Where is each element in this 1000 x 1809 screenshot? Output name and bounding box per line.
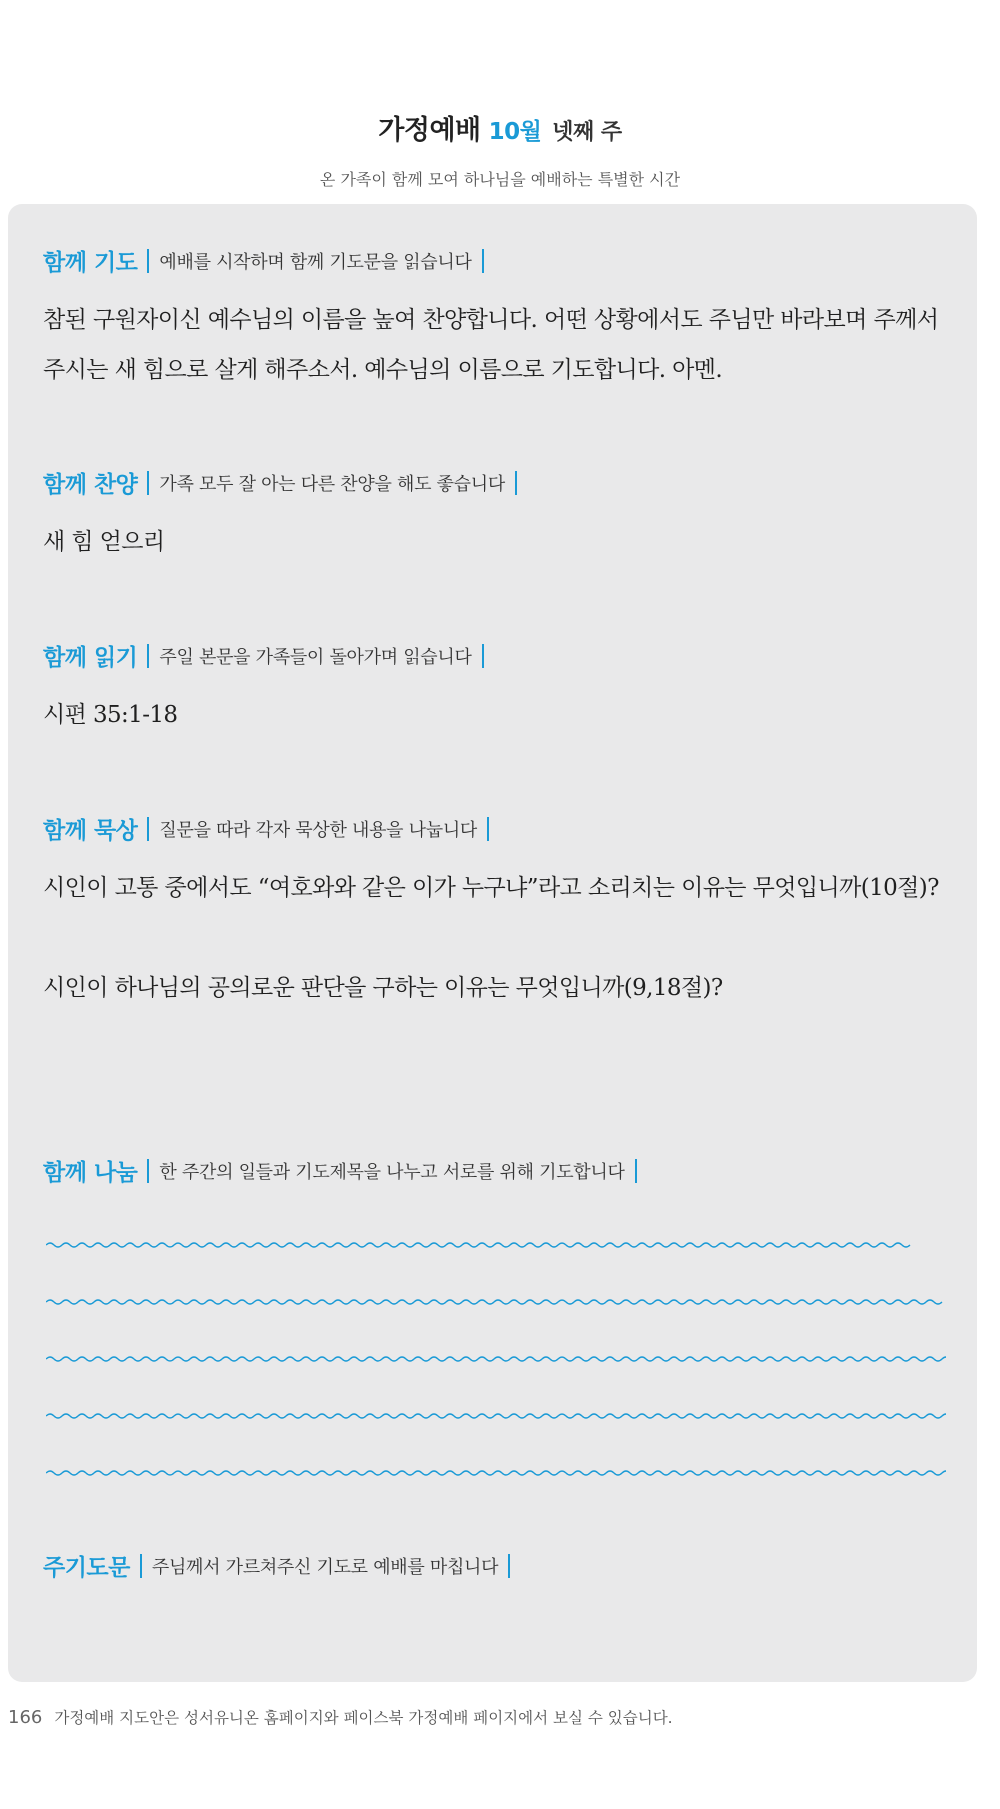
- section-heading: [43, 466, 947, 499]
- section-praise: [43, 466, 947, 567]
- wavy-writing-line: [46, 1239, 946, 1251]
- page-number: 166: [8, 1707, 43, 1728]
- divider-bar: [147, 644, 149, 668]
- section-desc-sharing: 한 주간의 일들과 기도제목을 나누고 서로를 위해 기도합니다: [159, 1161, 625, 1183]
- section-lords-prayer: [43, 1549, 947, 1582]
- wavy-writing-line: [46, 1410, 946, 1422]
- section-sharing: [43, 1154, 947, 1187]
- divider-bar: [635, 1159, 637, 1183]
- section-title-sharing: 함께 나눔: [43, 1160, 138, 1186]
- divider-bar: [147, 817, 149, 841]
- scripture-reference: 시편 35:1-18: [43, 702, 178, 728]
- section-desc-reading: 주일 본문을 가족들이 돌아가며 읽습니다: [159, 646, 472, 668]
- wavy-writing-line: [46, 1353, 946, 1365]
- section-meditation: [43, 812, 947, 1013]
- section-reading: [43, 639, 947, 740]
- divider-bar: [508, 1554, 510, 1578]
- page-header: [0, 108, 1000, 190]
- section-desc-lords-prayer: 주님께서 가르쳐주신 기도로 예배를 마칩니다: [151, 1556, 499, 1578]
- section-prayer: [43, 244, 947, 395]
- divider-bar: [487, 817, 489, 841]
- section-title-prayer: 함께 기도: [43, 250, 138, 276]
- divider-bar: [147, 471, 149, 495]
- section-title-praise: 함께 찬양: [43, 472, 138, 498]
- section-desc-meditation: 질문을 따라 각자 묵상한 내용을 나눕니다: [159, 819, 477, 841]
- meditation-question-1: 시인이 고통 중에서도 “여호와와 같은 이가 누구냐”라고 소리치는 이유는 무엇입니까(10절)?: [43, 875, 939, 901]
- divider-bar: [140, 1554, 142, 1578]
- section-title-reading: 함께 읽기: [43, 645, 138, 671]
- wavy-writing-line: [46, 1467, 946, 1479]
- section-heading: [43, 244, 947, 277]
- praise-song-title: 새 힘 얻으리: [43, 529, 165, 555]
- title-week: 넷째 주: [552, 120, 622, 145]
- section-heading: [43, 1154, 947, 1187]
- page-footer: [8, 1706, 673, 1728]
- page-title: [0, 108, 1000, 147]
- divider-bar: [482, 644, 484, 668]
- section-title-lords-prayer: 주기도문: [43, 1555, 130, 1581]
- title-text: 가정예배: [378, 115, 481, 146]
- title-month: 10월: [488, 119, 542, 145]
- wavy-writing-line: [46, 1296, 946, 1308]
- worship-guide-panel: [8, 204, 977, 1682]
- writing-lines: [46, 1239, 946, 1524]
- footer-note: 가정예배 지도안은 성서유니온 홈페이지와 페이스북 가정예배 페이지에서 보실 수 있습니다.: [54, 1709, 673, 1727]
- section-heading: [43, 812, 947, 845]
- divider-bar: [147, 249, 149, 273]
- divider-bar: [515, 471, 517, 495]
- divider-bar: [482, 249, 484, 273]
- prayer-text: 참된 구원자이신 예수님의 이름을 높여 찬양합니다. 어떤 상황에서도 주님만 바라보며 주께서 주시는 새 힘으로 살게 해주소서. 예수님의 이름으로 기도합니다. 아멘.: [43, 307, 939, 383]
- section-heading: [43, 1549, 947, 1582]
- section-title-meditation: 함께 묵상: [43, 818, 138, 844]
- section-desc-praise: 가족 모두 잘 아는 다른 찬양을 해도 좋습니다: [159, 473, 505, 495]
- section-heading: [43, 639, 947, 672]
- divider-bar: [147, 1159, 149, 1183]
- meditation-question-2: 시인이 하나님의 공의로운 판단을 구하는 이유는 무엇입니까(9,18절)?: [43, 975, 723, 1001]
- page-subtitle: 온 가족이 함께 모여 하나님을 예배하는 특별한 시간: [319, 170, 681, 189]
- section-desc-prayer: 예배를 시작하며 함께 기도문을 읽습니다: [159, 251, 472, 273]
